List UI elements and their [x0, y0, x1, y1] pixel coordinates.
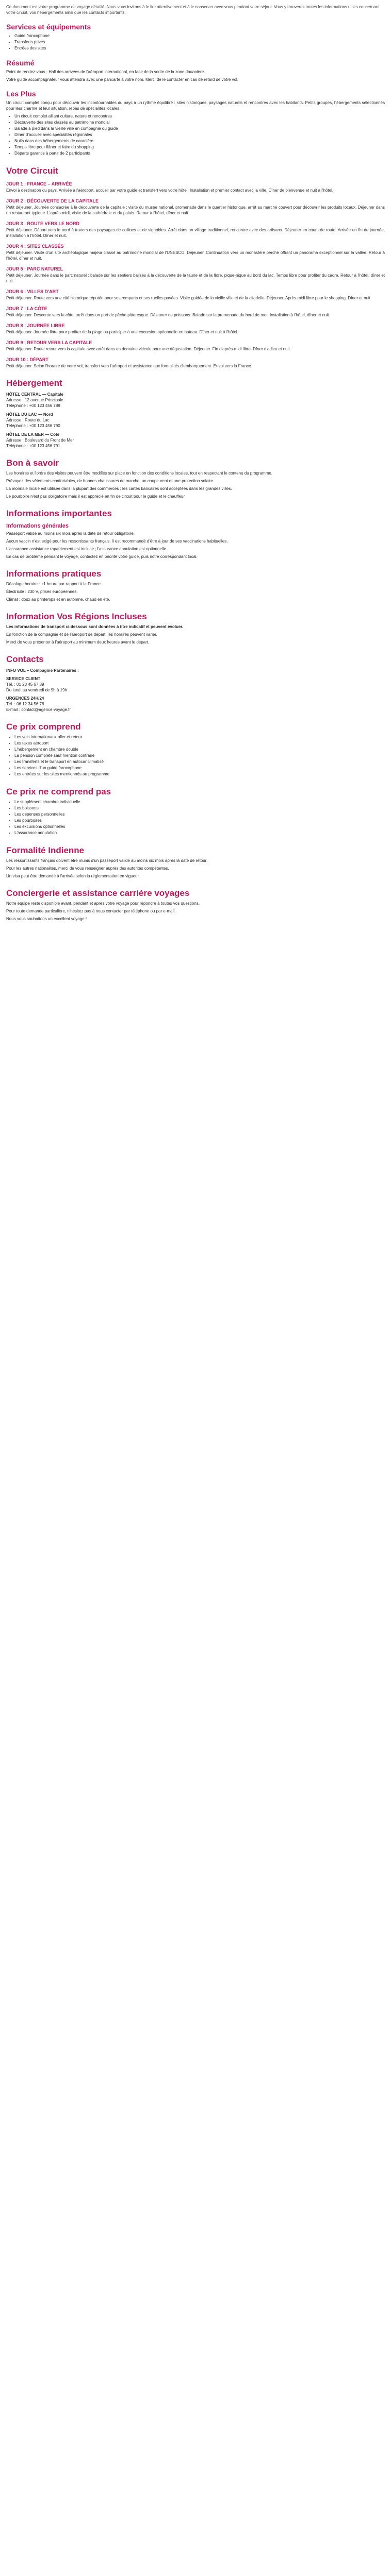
- day-heading: JOUR 5 : PARC NATUREL: [6, 266, 63, 272]
- hotel-name: HÔTEL CENTRAL — Capitale: [6, 392, 63, 397]
- contact-email[interactable]: E-mail : contact@agence-voyage.fr: [6, 707, 71, 712]
- included-item: • Entrées des sites: [14, 45, 385, 52]
- hotel-phone: Téléphone : +00 123 456 791: [6, 444, 60, 448]
- not-included-section: [6, 787, 385, 836]
- day-heading: JOUR 3 : ROUTE VERS LE NORD: [6, 221, 80, 226]
- not-included-item: • Les dépenses personnelles: [14, 811, 385, 818]
- day-text: Petit déjeuner. Route vers une cité historique réputée pour ses remparts et ses ruelles pavées. Visite guidée de la vieille ville et de la citadelle. Déjeuner. Après-midi libre pour le shopping. Dîner et nuit.: [6, 296, 372, 300]
- day-heading: JOUR 8 : JOURNÉE LIBRE: [6, 323, 65, 328]
- docs-item: • Les services d'un guide francophone: [14, 765, 385, 771]
- program-intro-text: Un circuit complet conçu pour découvrir les incontournables du pays à un rythme équilibré : sites historiques, paysages naturels et rencontres avec les habitants. Petits groupes, hébergements sélectionnés pour leur charme et leur situation, repas de spécialités locales.: [6, 100, 385, 111]
- meeting-line: Point de rendez-vous : Hall des arrivées de l'aéroport international, en face de la sortie de la zone douanière.: [6, 70, 205, 74]
- infos-para: Passeport valide au moins six mois après la date de retour obligatoire.: [6, 531, 135, 536]
- day-text: Petit déjeuner. Selon l'horaire de votre vol, transfert vers l'aéroport et assistance aux formalités d'embarquement. Envol vers la France.: [6, 364, 252, 368]
- bon-a-savoir-para: Les horaires et l'ordre des visites peuvent être modifiés sur place en fonction des conditions locales, tout en respectant le contenu du programme.: [6, 471, 273, 476]
- itinerary-document: [0, 0, 391, 922]
- plus-item: • Découverte des sites classés au patrimoine mondial: [14, 120, 385, 126]
- hebergement-list: [6, 392, 385, 449]
- hotel-phone: Téléphone : +00 123 456 789: [6, 403, 60, 408]
- day-block: [6, 323, 385, 335]
- contact-phone[interactable]: Tél. : 01 23 45 67 89: [6, 682, 44, 687]
- formalites-para: Un visa peut être demandé à l'arrivée selon la réglementation en vigueur.: [6, 874, 140, 878]
- infos-para: Aucun vaccin n'est exigé pour les ressortissants français. Il est recommandé d'être à jour de ses vaccinations habituelles.: [6, 539, 228, 544]
- bon-a-savoir-title: Bon à savoir: [6, 458, 59, 468]
- day-text: Petit déjeuner. Visite d'un site archéologique majeur classé au patrimoine mondial de l'UNESCO. Déjeuner. Continuation vers un monastère perché offrant un panorama exceptionnel sur la vallée. Retour à l'hôtel, dîner et nuit.: [6, 250, 385, 261]
- day-block: [6, 244, 385, 261]
- included-section: [6, 23, 385, 52]
- formalites-section: [6, 845, 385, 879]
- day-text: Envol à destination du pays. Arrivée à l'aéroport, accueil par votre guide et transfert vers votre hôtel. Installation et premier contact avec la ville. Dîner de bienvenue et nuit à l'hôtel.: [6, 188, 334, 193]
- docs-item: • Les entrées sur les sites mentionnés au programme: [14, 771, 385, 777]
- hotel-name: HÔTEL DU LAC — Nord: [6, 412, 53, 417]
- day-heading: JOUR 6 : VILLES D'ART: [6, 289, 59, 294]
- assistance-para: Pour toute demande particulière, n'hésitez pas à nous contacter par téléphone ou par e-mail.: [6, 909, 176, 913]
- assistance-section: [6, 888, 385, 922]
- contact-phone[interactable]: Tél. : 06 12 34 56 78: [6, 702, 44, 706]
- plus-item: • Nuits dans des hébergements de caractère: [14, 138, 385, 144]
- plus-item: • Un circuit complet alliant culture, nature et rencontres: [14, 113, 385, 120]
- hotel-name: HÔTEL DE LA MER — Côte: [6, 432, 60, 437]
- formalites-title: Formalité Indienne: [6, 845, 85, 855]
- bon-a-savoir-para: Prévoyez des vêtements confortables, de bonnes chaussures de marche, un coupe-vent et une protection solaire.: [6, 479, 215, 483]
- formalites-para: Les ressortissants français doivent être munis d'un passeport valide au moins six mois après la date de retour.: [6, 858, 208, 863]
- not-included-item: • Les boissons: [14, 805, 385, 811]
- infos-section: [6, 509, 385, 560]
- day-block: [6, 221, 385, 239]
- plus-item: • Départs garantis à partir de 2 participants: [14, 150, 385, 157]
- not-included-title: Ce prix ne comprend pas: [6, 787, 111, 796]
- practical-title: Informations pratiques: [6, 569, 102, 579]
- contact-line: Du lundi au vendredi de 9h à 19h: [6, 688, 67, 692]
- infos-para: L'assurance assistance rapatriement est incluse ; l'assurance annulation est optionnelle.: [6, 547, 168, 551]
- hotel-phone: Téléphone : +00 123 456 790: [6, 423, 60, 428]
- meeting-line: Votre guide accompagnateur vous attendra avec une pancarte à votre nom. Merci de le contacter en cas de retard de votre vol.: [6, 77, 239, 82]
- infos-subtitle: Informations générales: [6, 523, 69, 529]
- docs-item: • Les vols internationaux aller et retour: [14, 734, 385, 740]
- infos-para: En cas de problème pendant le voyage, contactez en priorité votre guide, puis notre correspondant local.: [6, 554, 198, 559]
- voyage-info-para: Les informations de transport ci-dessous sont données à titre indicatif et peuvent évoluer.: [6, 624, 184, 629]
- day-heading: JOUR 9 : RETOUR VERS LA CAPITALE: [6, 340, 92, 345]
- bon-a-savoir-para: Le pourboire n'est pas obligatoire mais il est apprécié en fin de circuit pour le guide et le chauffeur.: [6, 494, 186, 499]
- day-block: [6, 289, 385, 301]
- circuit-section: [6, 166, 385, 369]
- docs-title: Ce prix comprend: [6, 722, 81, 732]
- not-included-list: [14, 799, 385, 836]
- day-block: [6, 340, 385, 352]
- day-heading: JOUR 4 : SITES CLASSÉS: [6, 244, 64, 249]
- plus-item: • Balade à pied dans la vieille ville en compagnie du guide: [14, 126, 385, 132]
- day-text: Petit déjeuner. Route retour vers la capitale avec arrêt dans un domaine viticole pour une dégustation. Déjeuner. Fin d'après-midi libre. Dîner d'adieu et nuit.: [6, 347, 291, 351]
- docs-item: • Les taxes aéroport: [14, 740, 385, 747]
- docs-list: [14, 734, 385, 777]
- day-heading: JOUR 1 : FRANCE – ARRIVÉE: [6, 181, 72, 187]
- not-included-item: • Les excursions optionnelles: [14, 824, 385, 830]
- contacts-section: [6, 654, 385, 713]
- day-block: [6, 266, 385, 284]
- formalites-para: Pour les autres nationalités, merci de vous renseigner auprès des autorités compétentes.: [6, 866, 169, 871]
- included-list: [14, 33, 385, 52]
- contact-line: URGENCES 24H/24: [6, 696, 44, 701]
- day-block: [6, 198, 385, 216]
- practical-para: Décalage horaire : +1 heure par rapport à la France.: [6, 582, 102, 586]
- day-text: Petit déjeuner. Départ vers le nord à travers des paysages de collines et de vignobles. Arrêt dans un village traditionnel, rencontre avec des artisans. Déjeuner en cours de route. Arrivée en fin de journée, installation à l'hôtel. Dîner et nuit.: [6, 228, 385, 238]
- day-block: [6, 181, 385, 193]
- day-text: Petit déjeuner. Descente vers la côte, arrêt dans un port de pêche pittoresque. Déjeuner de poissons. Balade sur la promenade du bord de mer. Installation à l'hôtel, dîner et nuit.: [6, 313, 330, 317]
- not-included-item: • Les pourboires: [14, 818, 385, 824]
- circuit-title: Votre Circuit: [6, 166, 58, 176]
- contacts-list: [6, 668, 385, 713]
- hotel-address: Adresse : 12 avenue Principale: [6, 398, 63, 402]
- voyage-info-section: [6, 612, 385, 645]
- assistance-para: Nous vous souhaitons un excellent voyage !: [6, 917, 87, 921]
- voyage-info-para: En fonction de la compagnie et de l'aéroport de départ, les horaires peuvent varier.: [6, 632, 157, 637]
- days-list: [6, 181, 385, 369]
- program-intro-section: [6, 90, 385, 157]
- hebergement-section: [6, 378, 385, 449]
- plus-item: • Dîner d'accueil avec spécialités régionales: [14, 132, 385, 138]
- bon-a-savoir-para: La monnaie locale est utilisée dans la plupart des commerces ; les cartes bancaires sont acceptées dans les grandes villes.: [6, 486, 232, 491]
- assistance-title: Conciergerie et assistance carrière voyages: [6, 888, 190, 898]
- day-text: Petit déjeuner. Journée consacrée à la découverte de la capitale : visite du musée national, promenade dans le quartier historique, arrêt au marché couvert pour découvrir les produits locaux. Déjeuner dans un restaurant typique. L'après-midi, visite de la cathédrale et du palais. Retour à l'hôtel, dîner et nuit.: [6, 205, 385, 215]
- day-block: [6, 306, 385, 318]
- contacts-title: Contacts: [6, 654, 44, 664]
- included-title: Services et équipements: [6, 23, 91, 31]
- day-heading: JOUR 10 : DÉPART: [6, 357, 48, 362]
- included-item: • Transferts privés: [14, 39, 385, 45]
- hebergement-title: Hébergement: [6, 378, 62, 388]
- docs-item: • Les transferts et le transport en autocar climatisé: [14, 759, 385, 765]
- included-item: • Guide francophone: [14, 33, 385, 39]
- practical-para: Climat : doux au printemps et en automne, chaud en été.: [6, 597, 110, 602]
- docs-item: • L'hébergement en chambre double: [14, 747, 385, 753]
- not-included-item: • Le supplément chambre individuelle: [14, 799, 385, 805]
- intro-text: Ce document est votre programme de voyage détaillé. Nous vous invitons à le lire attentivement et à le conserver avec vous pendant votre séjour. Vous y trouverez toutes les informations utiles concernant votre circuit, vos hébergements ainsi que les contacts importants.: [6, 5, 380, 15]
- voyage-info-title: Information Vos Régions Incluses: [6, 612, 147, 621]
- voyage-info-para: Merci de vous présenter à l'aéroport au minimum deux heures avant le départ.: [6, 640, 150, 645]
- not-included-item: • L'assurance annulation: [14, 830, 385, 836]
- infos-title: Informations importantes: [6, 509, 112, 518]
- day-heading: JOUR 2 : DÉCOUVERTE DE LA CAPITALE: [6, 198, 99, 204]
- included-price-section: [6, 722, 385, 777]
- day-heading: JOUR 7 : LA CÔTE: [6, 306, 47, 311]
- practical-section: [6, 569, 385, 602]
- practical-para: Électricité : 230 V, prises européennes.: [6, 589, 78, 594]
- day-text: Petit déjeuner. Journée dans le parc naturel : balade sur les sentiers balisés à la découverte de la faune et de la flore, pique-nique au bord du lac. Temps libre pour profiter du cadre. Retour à l'hôtel, dîner et nuit.: [6, 273, 385, 283]
- contact-line: SERVICE CLIENT: [6, 676, 41, 681]
- day-text: Petit déjeuner. Journée libre pour profiter de la plage ou participer à une excursion optionnelle en bateau. Dîner et nuit à l'hôtel.: [6, 330, 238, 334]
- plus-list: [14, 113, 385, 157]
- docs-item: • La pension complète sauf mention contraire: [14, 753, 385, 759]
- hotel-address: Adresse : Route du Lac: [6, 418, 50, 422]
- day-block: [6, 357, 385, 369]
- assistance-para: Notre équipe reste disponible avant, pendant et après votre voyage pour répondre à toutes vos questions.: [6, 901, 200, 906]
- program-intro-title: Les Plus: [6, 90, 36, 98]
- contact-line: INFO VOL – Compagnie Partenaires :: [6, 668, 79, 673]
- bon-a-savoir-section: [6, 458, 385, 499]
- meeting-title: Résumé: [6, 59, 35, 67]
- hotel-address: Adresse : Boulevard du Front de Mer: [6, 438, 74, 443]
- plus-item: • Temps libre pour flâner et faire du shopping: [14, 144, 385, 150]
- meeting-section: [6, 59, 385, 82]
